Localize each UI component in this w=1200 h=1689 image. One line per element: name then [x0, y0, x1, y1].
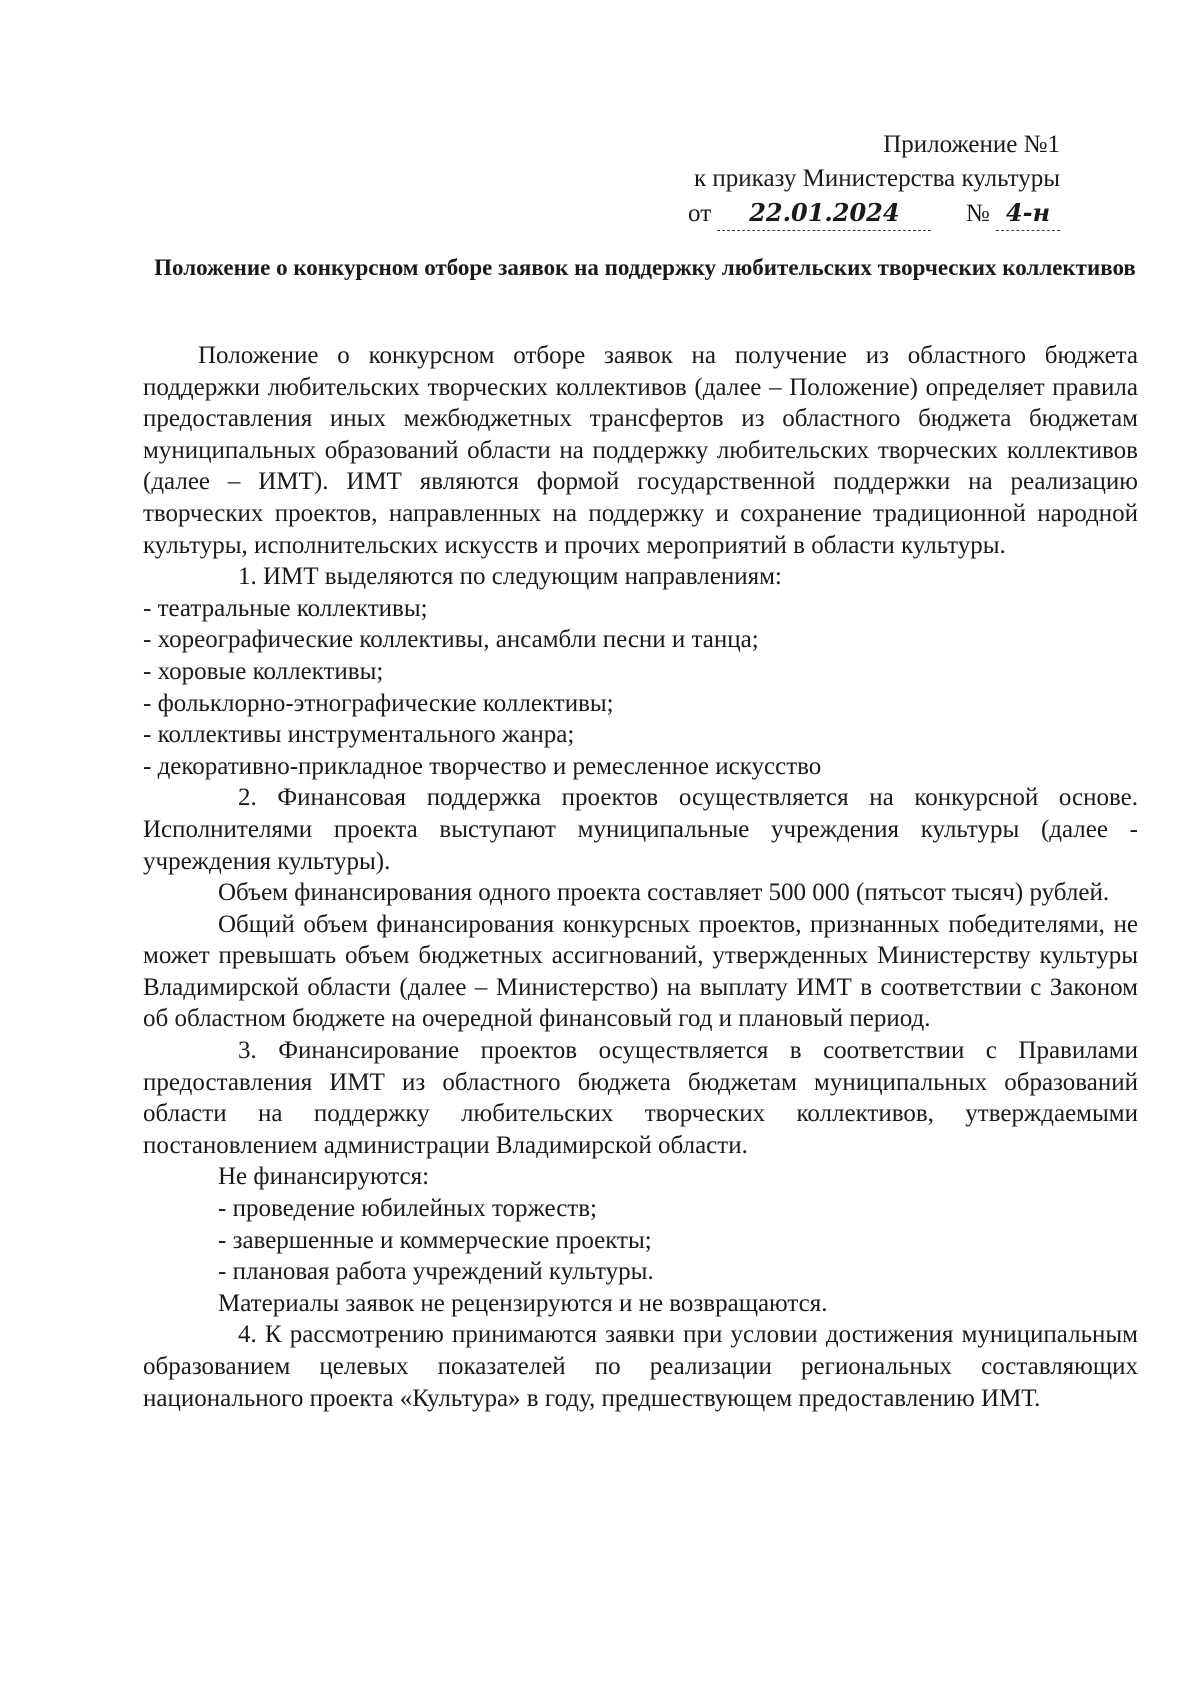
intro-paragraph: Положение о конкурсном отборе заявок на получение из областного бюджета поддержки любительских творческих коллективов (далее – Положение) определяет правила предоставления иных межбюджетных трансфертов из областного бюджета бюджетам муниципальных образований области на поддержку любительских творческих коллективов (далее – ИМТ). ИМТ являются формой государственной поддержки на реализацию творческих проектов, направленных на поддержку и сохранение традиционной народной культуры, исполнительских искусств и прочих мероприятий в области культуры. — [143, 342, 1138, 559]
list-item: - театральные коллективы; — [143, 594, 428, 622]
document-title: Положение о конкурсном отборе заявок на поддержку любительских творческих коллективов — [154, 255, 1136, 280]
section-4-paragraph: 4. К рассмотрению принимаются заявки при условии достижения муниципальным образованием целевых показателей по реализации региональных составляющих национального проекта «Культура» в году, предшествующем предоставлению ИМТ. — [143, 1321, 1138, 1412]
list-item: - хоровые коллективы; — [143, 657, 384, 685]
total-funding-paragraph: Общий объем финансирования конкурсных проектов, признанных победителями, не может превышать объем бюджетных ассигнований, утвержденных Министерству культуры Владимирской области (далее – Министерство) на выплату ИМТ в соответствии с Законом об областном бюджете на очередной финансовый год и плановый период. — [143, 910, 1138, 1033]
not-financed-heading: Не финансируются: — [218, 1163, 430, 1191]
handwritten-number: 4-н — [996, 196, 1060, 231]
list-item: - хореографические коллективы, ансамбли песни и танца; — [143, 626, 759, 654]
order-date-number — [688, 196, 1060, 231]
list-item: - завершенные и коммерческие проекты; — [218, 1226, 652, 1254]
list-item: - декоративно-прикладное творчество и ремесленное искусство — [143, 752, 822, 780]
section-1-heading: 1. ИМТ выделяются по следующим направлениям: — [238, 563, 782, 591]
order-reference: к приказу Министерства культуры — [694, 165, 1060, 192]
number-label: № — [965, 200, 990, 227]
section-3-paragraph: 3. Финансирование проектов осуществляется в соответствии с Правилами предоставления ИМТ из областного бюджета бюджетам муниципальных образований области на поддержку любительских творческих коллективов, утверждаемыми постановлением администрации Владимирской области. — [143, 1037, 1138, 1159]
project-funding-paragraph: Объем финансирования одного проекта составляет 500 000 (пятьсот тысяч) рублей. — [218, 879, 1110, 907]
materials-note: Материалы заявок не рецензируются и не возвращаются. — [218, 1289, 828, 1317]
section-2-paragraph: 2. Финансовая поддержка проектов осуществляется на конкурсной основе. Исполнителями проекта выступают муниципальные учреждения культуры (далее - учреждения культуры). — [143, 784, 1138, 875]
document-body — [143, 340, 1138, 1414]
list-item: - проведение юбилейных торжеств; — [218, 1195, 597, 1223]
handwritten-date: 22.01.2024 — [717, 196, 931, 231]
appendix-number: Приложение №1 — [883, 131, 1060, 158]
list-item: - коллективы инструментального жанра; — [143, 721, 575, 749]
list-item: - плановая работа учреждений культуры. — [218, 1258, 654, 1286]
appendix-header — [688, 128, 1060, 231]
from-label: от — [688, 200, 712, 227]
list-item: - фольклорно-этнографические коллективы; — [143, 689, 614, 717]
